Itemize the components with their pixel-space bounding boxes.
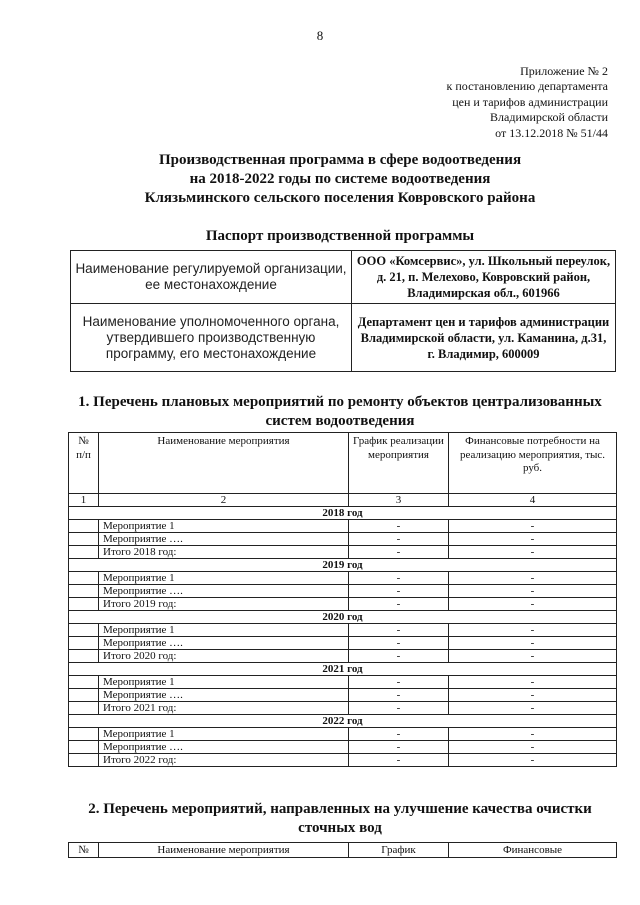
column-number: 4 [449, 494, 617, 507]
column-number: 2 [99, 494, 349, 507]
annex-line: Владимирской области [490, 110, 608, 125]
passport-table [70, 250, 616, 372]
table-row [69, 637, 617, 650]
row-num [69, 689, 99, 702]
row-num [69, 624, 99, 637]
row-name: Мероприятие 1 [99, 728, 349, 741]
column-numbers-row [69, 494, 617, 507]
total-finance: - [449, 546, 617, 559]
year-row [69, 663, 617, 676]
total-row [69, 650, 617, 663]
total-label: Итого 2019 год: [99, 598, 349, 611]
row-num [69, 676, 99, 689]
row-finance: - [449, 572, 617, 585]
page-number: 8 [316, 28, 324, 43]
total-row [69, 702, 617, 715]
title-line: Производственная программа в сфере водоотведения [158, 152, 522, 168]
section-heading-line: 2. Перечень мероприятий, направленных на улучшение качества очистки [88, 801, 592, 817]
table-row [69, 533, 617, 546]
row-finance: - [449, 624, 617, 637]
total-schedule: - [349, 754, 449, 767]
table-row [69, 741, 617, 754]
table-row [69, 728, 617, 741]
table-row [69, 624, 617, 637]
header-num: № п/п [69, 433, 99, 494]
row-num [69, 728, 99, 741]
row-name: Мероприятие 1 [99, 520, 349, 533]
total-row [69, 754, 617, 767]
section-heading-line: систем водоотведения [265, 413, 415, 429]
total-schedule: - [349, 702, 449, 715]
row-finance: - [449, 520, 617, 533]
row-schedule: - [349, 572, 449, 585]
row-num [69, 741, 99, 754]
table-header-row [69, 843, 617, 858]
annex-line: от 13.12.2018 № 51/44 [495, 125, 608, 140]
passport-row [71, 304, 616, 372]
repair-events-table [68, 432, 617, 767]
year-label: 2018 год [69, 507, 617, 520]
row-name: Мероприятие …. [99, 637, 349, 650]
table-header-row [69, 433, 617, 494]
year-label: 2020 год [69, 611, 617, 624]
section-2-heading [40, 800, 640, 838]
passport-label: Наименование уполномоченного органа, утвердившего производственную программу, его местонахождение [71, 304, 352, 372]
table-row [69, 520, 617, 533]
row-finance: - [449, 676, 617, 689]
total-schedule: - [349, 546, 449, 559]
document-title [60, 151, 620, 208]
passport-value: Департамент цен и тарифов администрации Владимирской области, ул. Каманина, д.31, г. Владимир, 600009 [352, 304, 616, 372]
row-num [69, 650, 99, 663]
header-finance: Финансовые потребности на реализацию мероприятия, тыс. руб. [449, 433, 617, 494]
row-schedule: - [349, 741, 449, 754]
table-row [69, 676, 617, 689]
header-schedule: График реализации мероприятия [349, 433, 449, 494]
annex-line: Приложение № 2 [520, 64, 608, 78]
table-row [69, 585, 617, 598]
annex-line: к постановлению департамента [446, 79, 608, 94]
table-row [69, 572, 617, 585]
events-body [69, 507, 617, 767]
row-name: Мероприятие …. [99, 533, 349, 546]
total-row [69, 598, 617, 611]
year-label: 2019 год [69, 559, 617, 572]
passport-label: Наименование регулируемой организации, ее местонахождение [71, 251, 352, 304]
row-name: Мероприятие …. [99, 689, 349, 702]
row-num [69, 702, 99, 715]
row-name: Мероприятие 1 [99, 624, 349, 637]
row-finance: - [449, 637, 617, 650]
annex-line: цен и тарифов администрации [452, 94, 608, 109]
row-schedule: - [349, 728, 449, 741]
passport-row [71, 251, 616, 304]
row-num [69, 533, 99, 546]
row-finance: - [449, 728, 617, 741]
row-name: Мероприятие 1 [99, 572, 349, 585]
row-schedule: - [349, 533, 449, 546]
total-label: Итого 2020 год: [99, 650, 349, 663]
year-row [69, 559, 617, 572]
year-label: 2022 год [69, 715, 617, 728]
year-row [69, 507, 617, 520]
row-num [69, 546, 99, 559]
header-name: Наименование мероприятия [99, 433, 349, 494]
row-num [69, 572, 99, 585]
row-finance: - [449, 585, 617, 598]
total-row [69, 546, 617, 559]
year-row [69, 715, 617, 728]
row-num [69, 754, 99, 767]
quality-events-table [68, 842, 617, 858]
annex-block [388, 64, 608, 141]
header-num: № [69, 843, 99, 858]
section-heading-line: сточных вод [298, 820, 382, 836]
row-finance: - [449, 741, 617, 754]
passport-heading: Паспорт производственной программы [205, 228, 475, 244]
row-name: Мероприятие 1 [99, 676, 349, 689]
column-number: 3 [349, 494, 449, 507]
passport-value: ООО «Комсервис», ул. Школьный переулок, д. 21, п. Мелехово, Ковровский район, Владимирская обл., 601966 [352, 251, 616, 304]
row-num [69, 585, 99, 598]
total-label: Итого 2021 год: [99, 702, 349, 715]
table-row [69, 689, 617, 702]
header-finance: Финансовые [449, 843, 617, 858]
row-name: Мероприятие …. [99, 585, 349, 598]
row-num [69, 598, 99, 611]
row-finance: - [449, 689, 617, 702]
row-schedule: - [349, 624, 449, 637]
row-num [69, 520, 99, 533]
row-schedule: - [349, 676, 449, 689]
row-schedule: - [349, 637, 449, 650]
total-schedule: - [349, 598, 449, 611]
header-schedule: График [349, 843, 449, 858]
section-1-heading [40, 393, 640, 431]
total-finance: - [449, 650, 617, 663]
year-row [69, 611, 617, 624]
row-finance: - [449, 533, 617, 546]
section-heading-line: 1. Перечень плановых мероприятий по ремонту объектов централизованных [78, 394, 602, 410]
total-finance: - [449, 702, 617, 715]
row-num [69, 637, 99, 650]
total-schedule: - [349, 650, 449, 663]
total-finance: - [449, 754, 617, 767]
year-label: 2021 год [69, 663, 617, 676]
column-number: 1 [69, 494, 99, 507]
title-line: Клязьминского сельского поселения Ковровского района [144, 190, 536, 206]
row-schedule: - [349, 520, 449, 533]
row-schedule: - [349, 585, 449, 598]
row-name: Мероприятие …. [99, 741, 349, 754]
title-line: на 2018-2022 годы по системе водоотведения [189, 171, 491, 187]
total-label: Итого 2022 год: [99, 754, 349, 767]
total-finance: - [449, 598, 617, 611]
total-label: Итого 2018 год: [99, 546, 349, 559]
header-name: Наименование мероприятия [99, 843, 349, 858]
row-schedule: - [349, 689, 449, 702]
